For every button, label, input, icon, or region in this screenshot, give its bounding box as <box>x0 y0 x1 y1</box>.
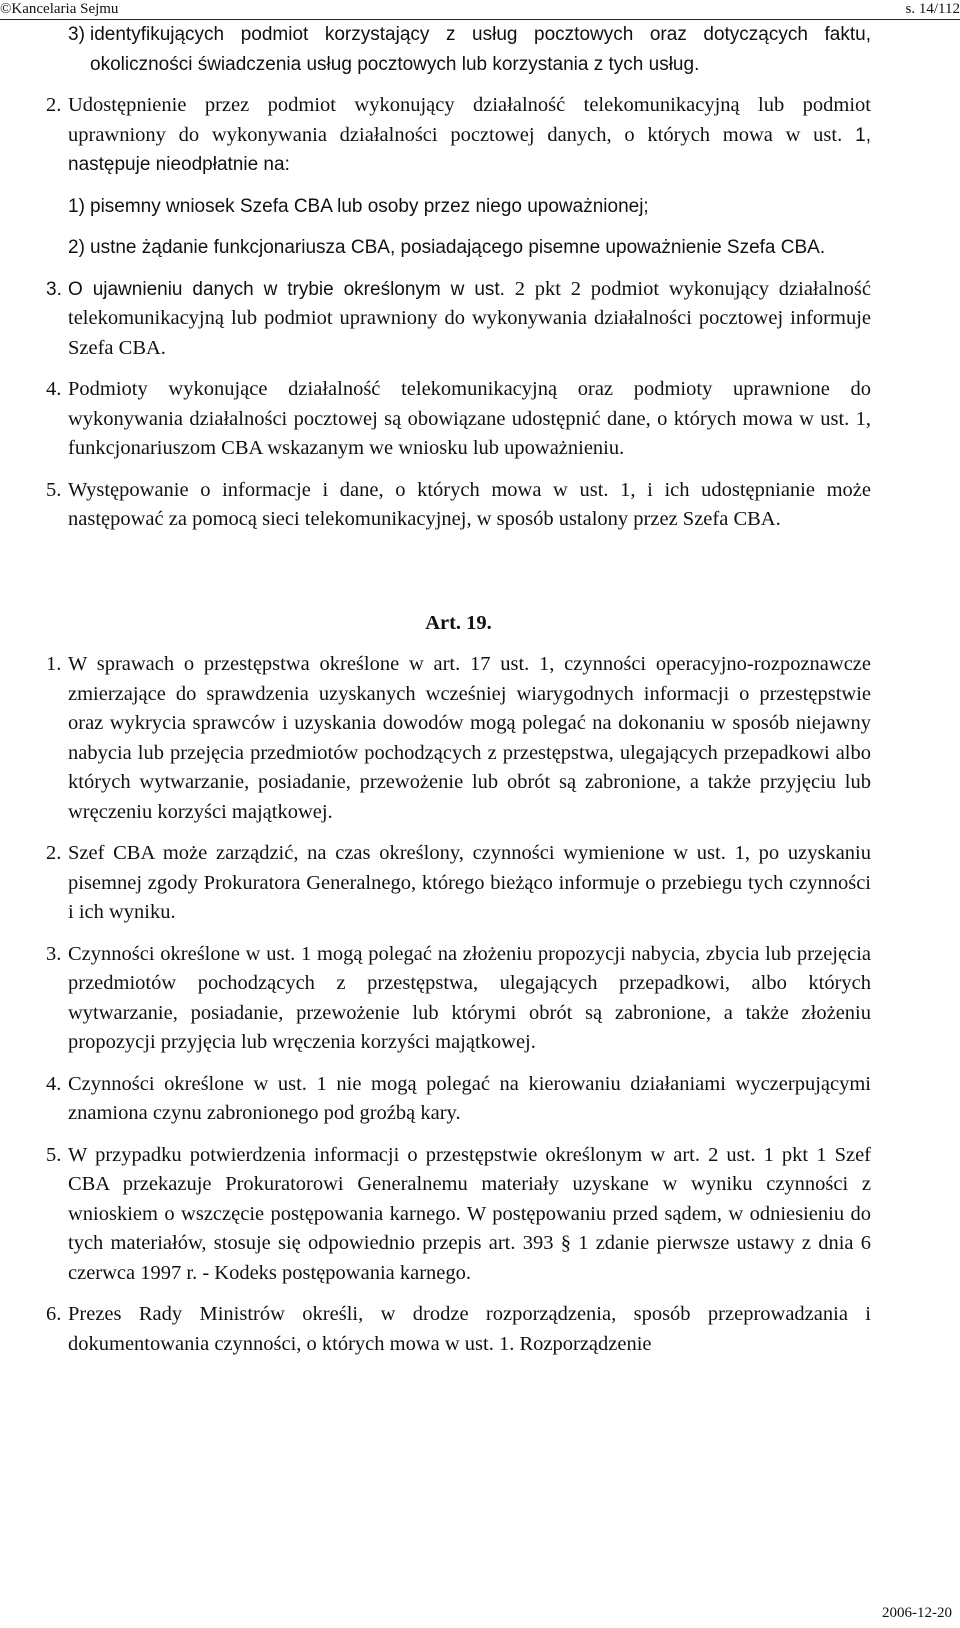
section-2-text-b: 1, następuje nieodpłatnie na: <box>68 124 872 175</box>
article-19-paragraph-5 <box>46 1141 871 1289</box>
article-19-p6-text: Prezes Rady Ministrów określi, w drodze rozporządzenia, sposób przeprowadzania i dokumentowania czynności, o których mowa w ust. 1. Rozporządzenie <box>68 1303 871 1355</box>
section-3-text-b: 2 pkt 2 podmiot wykonujący działalność telekomunikacyjną lub podmiot uprawniony do wykonywania działalności pocztowej informuje Szefa CBA. <box>68 277 871 359</box>
section-4-number: 4. <box>46 378 62 400</box>
article-19-heading: Art. 19. <box>425 611 492 634</box>
article-19-p6-number: 6. <box>46 1303 62 1325</box>
section-2 <box>46 91 871 180</box>
article-19-p3-text: Czynności określone w ust. 1 mogą polegać na złożeniu propozycji nabycia, zbycia lub przejęcia przedmiotów pochodzących z przestępstwa, ulegających przepadkowi, albo których wytwarzanie, posiadanie, przewożenie lub którymi obrót są zabronione, a także złożeniu propozycji przyjęcia lub wręczenia korzyści majątkowej. <box>68 942 871 1053</box>
section-2-item-1-number: 1) <box>68 195 85 217</box>
article-19-paragraph-3 <box>46 940 871 1058</box>
article-19-paragraph-6 <box>46 1300 871 1359</box>
header-page-number: s. 14/112 <box>905 1 960 17</box>
article-19-p3-number: 3. <box>46 942 62 965</box>
section-2-number: 2. <box>46 94 62 116</box>
item-3 <box>46 20 871 79</box>
article-19-p2-number: 2. <box>46 842 62 864</box>
section-5 <box>46 476 871 535</box>
item-3-number: 3) <box>68 24 85 45</box>
article-19-paragraph-1 <box>46 650 871 827</box>
section-4-text: Podmioty wykonujące działalność telekomunikacyjną oraz podmioty uprawnione do wykonywania działalności pocztowej są obowiązane udostępnić dane, o których mowa w ust. 1, funkcjonariuszom CBA wskazanym we wniosku lub upoważnieniu. <box>68 378 871 459</box>
section-2-item-1 <box>46 192 871 222</box>
section-2-item-2-number: 2) <box>68 237 85 258</box>
article-19-paragraph-4 <box>46 1070 871 1129</box>
section-2-item-2-text: ustne żądanie funkcjonariusza CBA, posiadającego pisemne upoważnienie Szefa CBA. <box>90 237 826 258</box>
section-2-item-1-text: pisemny wniosek Szefa CBA lub osoby przez niego upoważnionej; <box>90 195 649 217</box>
article-19-p5-text: W przypadku potwierdzenia informacji o przestępstwie określonym w art. 2 ust. 1 pkt 1 Szef CBA przekazuje Prokuratorowi Generalnemu materiały uzyskane w wyniku czynności z wnioskiem o wszczęcie postępowania karnego. W postępowaniu przed sądem, w odniesieniu do tych materiałów, stosuje się odpowiednio przepis art. 393 § 1 zdanie pierwsze ustawy z dnia 6 czerwca 1997 r. - Kodeks postępowania karnego. <box>68 1143 871 1284</box>
section-2-text-a: Udostępnienie przez podmiot wykonujący działalność telekomunikacyjną lub podmiot uprawniony do wykonywania działalności pocztowej danych, o których mowa w ust. <box>68 94 871 146</box>
footer-date: 2006-12-20 <box>882 1605 952 1621</box>
article-19-p1-text: W sprawach o przestępstwa określone w art. 17 ust. 1, czynności operacyjno-rozpoznawcze zmierzające do sprawdzenia uzyskanych wcześniej wiarygodnych informacji o przestępstwie oraz wykrycia sprawców i uzyskania dowodów mogą polegać na dokonaniu w sposób niejawny nabycia lub przejęcia przedmiotów pochodzących z przestępstwa, ulegających przepadkowi albo których wytwarzanie, posiadanie, przewożenie lub obrót są zabronione, a także przyjęciu lub wręczeniu korzyści majątkowej. <box>68 653 871 823</box>
article-19-p4-text: Czynności określone w ust. 1 nie mogą polegać na kierowaniu działaniami wyczerpującymi znamiona czynu zabronionego pod groźbą kary. <box>68 1072 871 1124</box>
section-3 <box>46 275 871 364</box>
section-3-text-a: O ujawnieniu danych w trybie określonym w ust. <box>68 278 505 300</box>
article-19-p5-number: 5. <box>46 1143 62 1166</box>
item-3-text: identyfikujących podmiot korzystający z usług pocztowych oraz dotyczących faktu, okoliczności świadczenia usług pocztowych lub korzystania z tych usług. <box>90 24 871 75</box>
section-4 <box>46 375 871 464</box>
article-19-p2-text: Szef CBA może zarządzić, na czas określony, czynności wymienione w ust. 1, po uzyskaniu pisemnej zgody Prokuratora Generalnego, którego bieżąco informuje o przebiegu tych czynności i ich wyniku. <box>68 842 871 923</box>
section-3-number: 3. <box>46 278 62 300</box>
header-publisher: ©Kancelaria Sejmu <box>0 1 119 17</box>
article-19-p1-number: 1. <box>46 653 62 675</box>
section-5-number: 5. <box>46 478 62 501</box>
document-body <box>46 20 871 1371</box>
article-19-p4-number: 4. <box>46 1072 62 1095</box>
section-2-item-2 <box>46 233 871 263</box>
article-19-paragraph-2 <box>46 839 871 928</box>
section-5-text: Występowanie o informacje i dane, o których mowa w ust. 1, i ich udostępnianie może następować za pomocą sieci telekomunikacyjnej, w sposób ustalony przez Szefa CBA. <box>68 478 871 530</box>
